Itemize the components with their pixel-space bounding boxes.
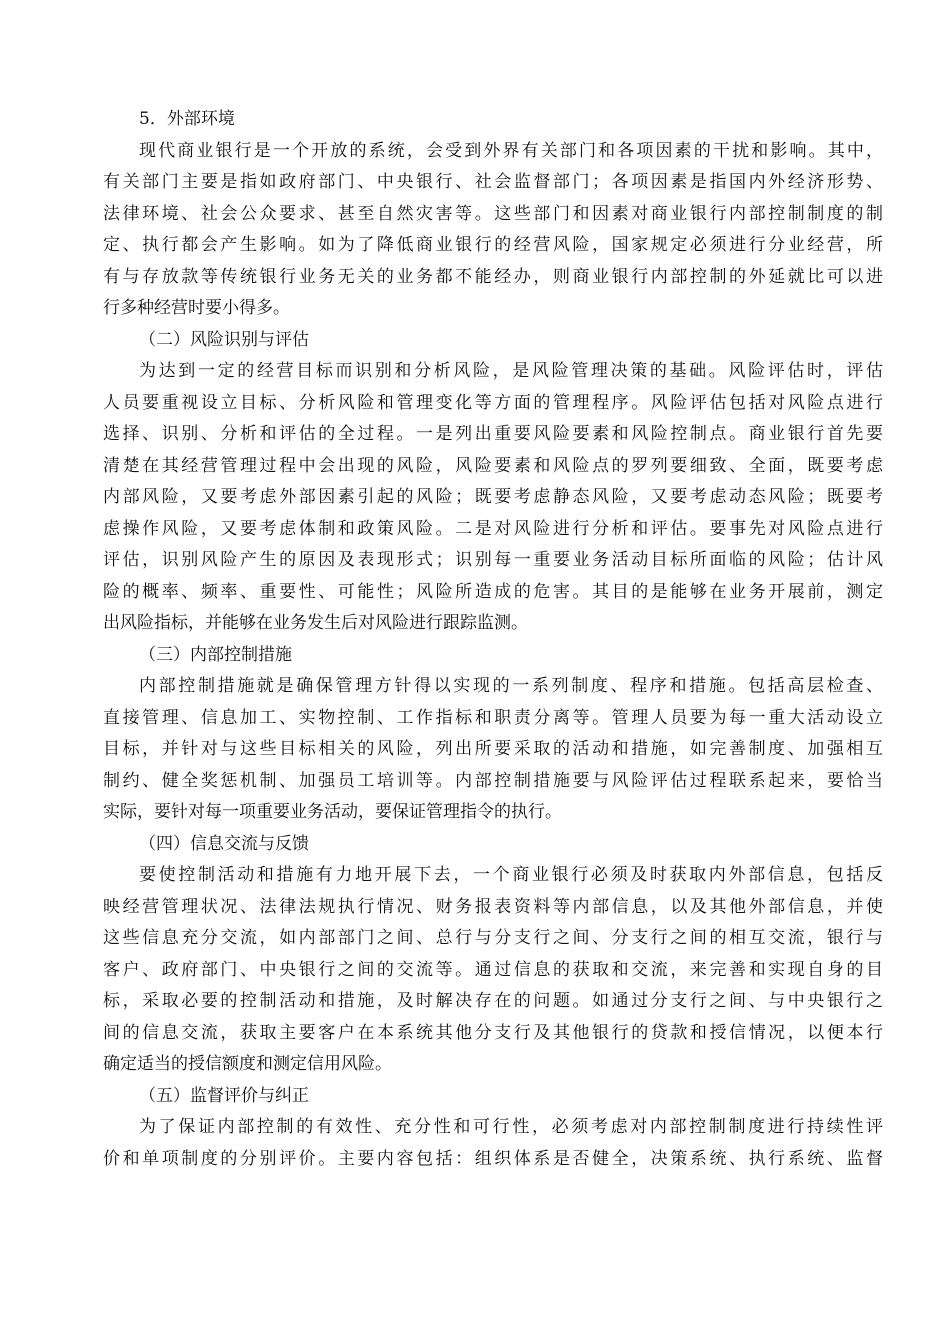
text-line: 出风险指标，并能够在业务发生后对风险进行跟踪监测。	[103, 613, 528, 633]
section-heading: （四）信息交流与反馈	[139, 833, 309, 854]
text-line: 内部控制措施就是确保管理方针得以实现的一系列制度、程序和措施。包括高层检查、	[139, 676, 883, 696]
section-heading: （二）风险识别与评估	[139, 329, 309, 350]
text-line: 内部风险，又要考虑外部因素引起的风险；既要考虑静态风险，又要考虑动态风险；既要考	[103, 487, 883, 507]
text-line: 为了保证内部控制的有效性、充分性和可行性，必须考虑对内部控制制度进行持续性评	[139, 1117, 883, 1137]
text-line: 目标，并针对与这些目标相关的风险，列出所要采取的活动和措施，如完善制度、加强相互	[103, 739, 883, 759]
section-heading: 5．外部环境	[139, 109, 235, 129]
text-line: 为达到一定的经营目标而识别和分析风险，是风险管理决策的基础。风险评估时，评估	[139, 361, 883, 381]
section-paragraph	[103, 860, 883, 1081]
section-heading: （五）监督评价与纠正	[139, 1085, 309, 1106]
text-line: 虑操作风险，又要考虑体制和政策风险。二是对风险进行分析和评估。要事先对风险点进行	[103, 518, 883, 539]
text-line: 有与存放款等传统银行业务无关的业务都不能经办，则商业银行内部控制的外延就比可以进	[103, 266, 883, 287]
text-line: 间的信息交流，获取主要客户在本系统其他分支行及其他银行的贷款和授信情况，以便本行	[103, 1022, 883, 1043]
text-line: 这些信息充分交流，如内部部门之间、总行与分支行之间、分支行之间的相互交流，银行与	[103, 928, 883, 948]
text-line: 行多种经营时要小得多。	[103, 298, 290, 318]
text-line: 人员要重视设立目标、分析风险和管理变化等方面的管理程序。风险评估包括对风险点进行	[103, 392, 883, 413]
text-line: 法律环境、社会公众要求、甚至自然灾害等。这些部门和因素对商业银行内部控制制度的制	[103, 203, 883, 224]
text-line: 直接管理、信息加工、实物控制、工作指标和职责分离等。管理人员要为每一重大活动设立	[103, 707, 883, 728]
text-line: 制约、健全奖惩机制、加强员工培训等。内部控制措施要与风险评估过程联系起来，要恰当	[103, 770, 883, 791]
text-line: 要使控制活动和措施有力地开展下去，一个商业银行必须及时获取内外部信息，包括反	[139, 865, 883, 885]
text-line: 选择、识别、分析和评估的全过程。一是列出重要风险要素和风险控制点。商业银行首先要	[103, 424, 883, 444]
text-line: 清楚在其经营管理过程中会出现的风险，风险要素和风险点的罗列要细致、全面，既要考虑	[103, 455, 883, 476]
text-line: 险的概率、频率、重要性、可能性；风险所造成的危害。其目的是能够在业务开展前，测定	[103, 581, 883, 602]
text-line: 映经营管理状况、法律法规执行情况、财务报表资料等内部信息，以及其他外部信息，并使	[103, 896, 883, 917]
section-heading: （三）内部控制措施	[139, 644, 292, 665]
text-line: 标，采取必要的控制活动和措施，及时解决存在的问题。如通过分支行之间、与中央银行之	[103, 991, 883, 1011]
section-paragraph	[103, 136, 883, 325]
text-line: 评估，识别风险产生的原因及表现形式；识别每一重要业务活动目标所面临的风险；估计风	[103, 550, 883, 570]
text-line: 客户、政府部门、中央银行之间的交流等。通过信息的获取和交流，来完善和实现自身的目	[103, 959, 883, 980]
text-line: 有关部门主要是指如政府部门、中央银行、社会监督部门；各项因素是指国内外经济形势、	[103, 172, 883, 192]
text-line: 定、执行都会产生影响。如为了降低商业银行的经营风险，国家规定必须进行分业经营，所	[103, 235, 883, 255]
text-line: 实际，要针对每一项重要业务活动，要保证管理指令的执行。	[103, 802, 562, 822]
section-paragraph	[103, 671, 883, 829]
text-line: 现代商业银行是一个开放的系统，会受到外界有关部门和各项因素的干扰和影响。其中，	[139, 140, 883, 161]
section-paragraph	[103, 356, 883, 640]
text-line: 确定适当的授信额度和测定信用风险。	[103, 1054, 392, 1074]
text-line: 价和单项制度的分别评价。主要内容包括：组织体系是否健全，决策系统、执行系统、监督	[103, 1148, 883, 1169]
document-body	[103, 104, 883, 1175]
section-paragraph	[103, 1112, 883, 1175]
